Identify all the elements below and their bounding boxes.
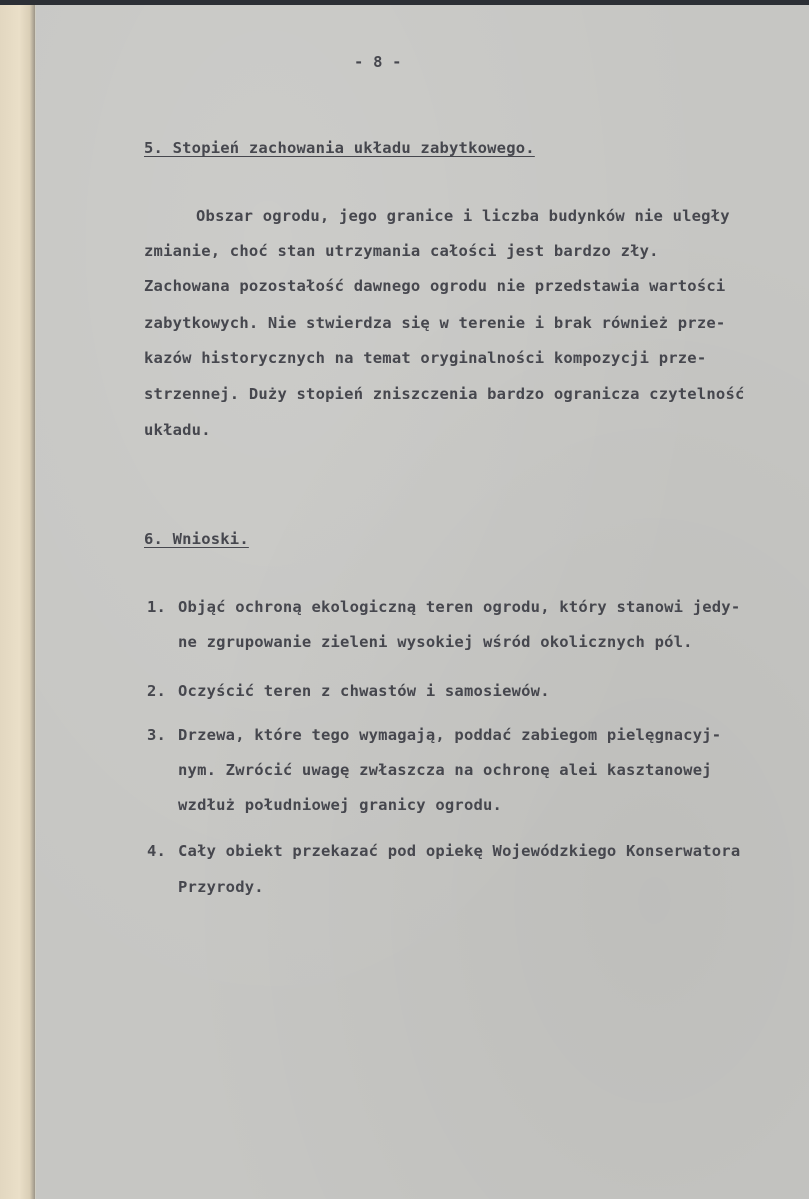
document-page <box>36 5 809 1199</box>
item-3-line-3: wzdłuż południowej granicy ogrodu. <box>178 796 503 814</box>
item-1-line-2: ne zgrupowanie zieleni wysokiej wśród okolicznych pól. <box>178 633 693 651</box>
item-2-number: 2. <box>147 682 167 700</box>
item-2-line-1: Oczyścić teren z chwastów i samosiewów. <box>178 682 550 700</box>
section-5-line-1: Obszar ogrodu, jego granice i liczba budynków nie uległy <box>196 207 730 225</box>
item-1-number: 1. <box>147 598 167 616</box>
binding-edge <box>0 5 35 1199</box>
item-3-line-1: Drzewa, które tego wymagają, poddać zabiegom pielęgnacyj- <box>178 726 722 744</box>
item-3-number: 3. <box>147 726 167 744</box>
item-4-line-2: Przyrody. <box>178 878 264 896</box>
section-6-heading: 6. Wnioski. <box>144 530 249 548</box>
section-5-line-6: strzennej. Duży stopień zniszczenia bardzo ogranicza czytelność <box>144 385 745 403</box>
section-5-line-5: kazów historycznych na temat oryginalności kompozycji prze- <box>144 349 707 367</box>
page-number: - 8 - <box>354 53 402 71</box>
section-5-line-3: Zachowana pozostałość dawnego ogrodu nie przedstawia wartości <box>144 277 726 295</box>
item-4-number: 4. <box>147 842 167 860</box>
section-5-heading: 5. Stopień zachowania układu zabytkowego. <box>144 139 535 157</box>
section-5-line-2: zmianie, choć stan utrzymania całości jest bardzo zły. <box>144 242 659 260</box>
section-5-line-7: układu. <box>144 421 211 439</box>
item-4-line-1: Cały obiekt przekazać pod opiekę Wojewódzkiego Konserwatora <box>178 842 741 860</box>
section-5-line-4: zabytkowych. Nie stwierdza się w terenie i brak również prze- <box>144 314 726 332</box>
item-3-line-2: nym. Zwrócić uwagę zwłaszcza na ochronę alei kasztanowej <box>178 761 712 779</box>
item-1-line-1: Objąć ochroną ekologiczną teren ogrodu, który stanowi jedy- <box>178 598 741 616</box>
